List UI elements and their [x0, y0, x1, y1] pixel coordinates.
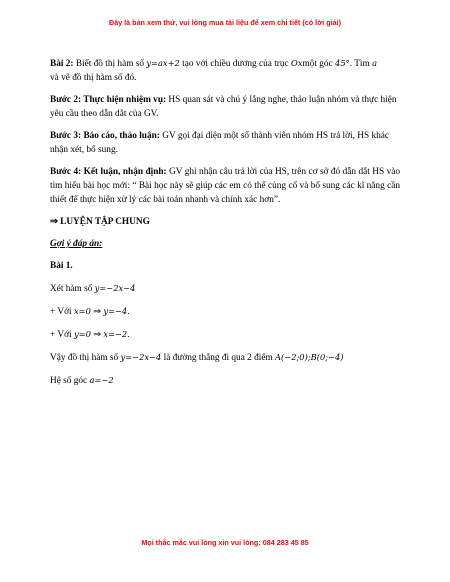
task-2-label: Bài 2:: [50, 59, 74, 69]
exercise-1-title: Bài 1.: [50, 261, 73, 271]
conclusion-line: Vậy đồ thị hàm số y=−2x−4 là đường thẳng đi qua 2 điểm A(−2;0);B(0;−4): [50, 352, 344, 363]
function-line: Xét hàm số y=−2x−4: [50, 283, 136, 294]
preview-banner: Đây là bản xem thử, vui lòng mua tài liệu để xem chi tiết (có lời giải): [109, 18, 341, 27]
hint-title: Gợi ý đáp án:: [50, 239, 103, 249]
step-4-label: Bước 4: Kết luận, nhận định:: [50, 167, 167, 177]
axis-label: Ox: [291, 58, 303, 68]
step-2-label: Bước 2: Thực hiện nhiệm vụ:: [50, 95, 167, 105]
implies-arrow: ⇒: [90, 307, 104, 317]
step-4-paragraph: Bước 4: Kết luận, nhận định: GV ghi nhận câu trả lời của HS, trên cơ sở đó dẫn dắt HS vào tìm hiểu bài học mới: “ Bài học này sẽ giúp các em có thể củng cố và bổ sung các kĩ năng cần thiết để thực hiện xử lý các bài toán nhanh và chính xác hơn”.: [50, 167, 400, 205]
step-3-paragraph: Bước 3: Báo cáo, thảo luận: GV gọi đại diện một số thành viên nhóm HS trả lời, HS khác nhận xét, bổ sung.: [50, 131, 390, 155]
formula: y=ax+2: [146, 58, 180, 68]
case-y-zero: + Với y=0 ⇒ x=−2.: [50, 329, 130, 340]
step-2-paragraph: Bước 2: Thực hiện nhiệm vụ: HS quan sát và chú ý lắng nghe, thảo luận nhóm và thực hiện yêu cầu theo dẫn dắt của GV.: [50, 95, 397, 119]
angle-value: 45°: [335, 58, 350, 68]
implies-arrow: ⇒: [90, 330, 104, 340]
contact-banner: Mọi thắc mắc vui lòng xin vui lòng: 084 283 45 85: [141, 538, 309, 547]
document-body: [50, 56, 400, 396]
case-x-zero: + Với x=0 ⇒ y=−4.: [50, 306, 130, 317]
section-title: ⇒ LUYỆN TẬP CHUNG: [50, 217, 150, 227]
task-2-paragraph: Bài 2: Biết đồ thị hàm số y=ax+2 tạo với chiều dương của trục Oxmột góc 45°. Tìm a và vẽ đồ thị hàm số đó.: [50, 58, 378, 83]
step-3-label: Bước 3: Báo cáo, thảo luận:: [50, 131, 160, 141]
slope-line: Hệ số góc a=−2: [50, 375, 114, 386]
